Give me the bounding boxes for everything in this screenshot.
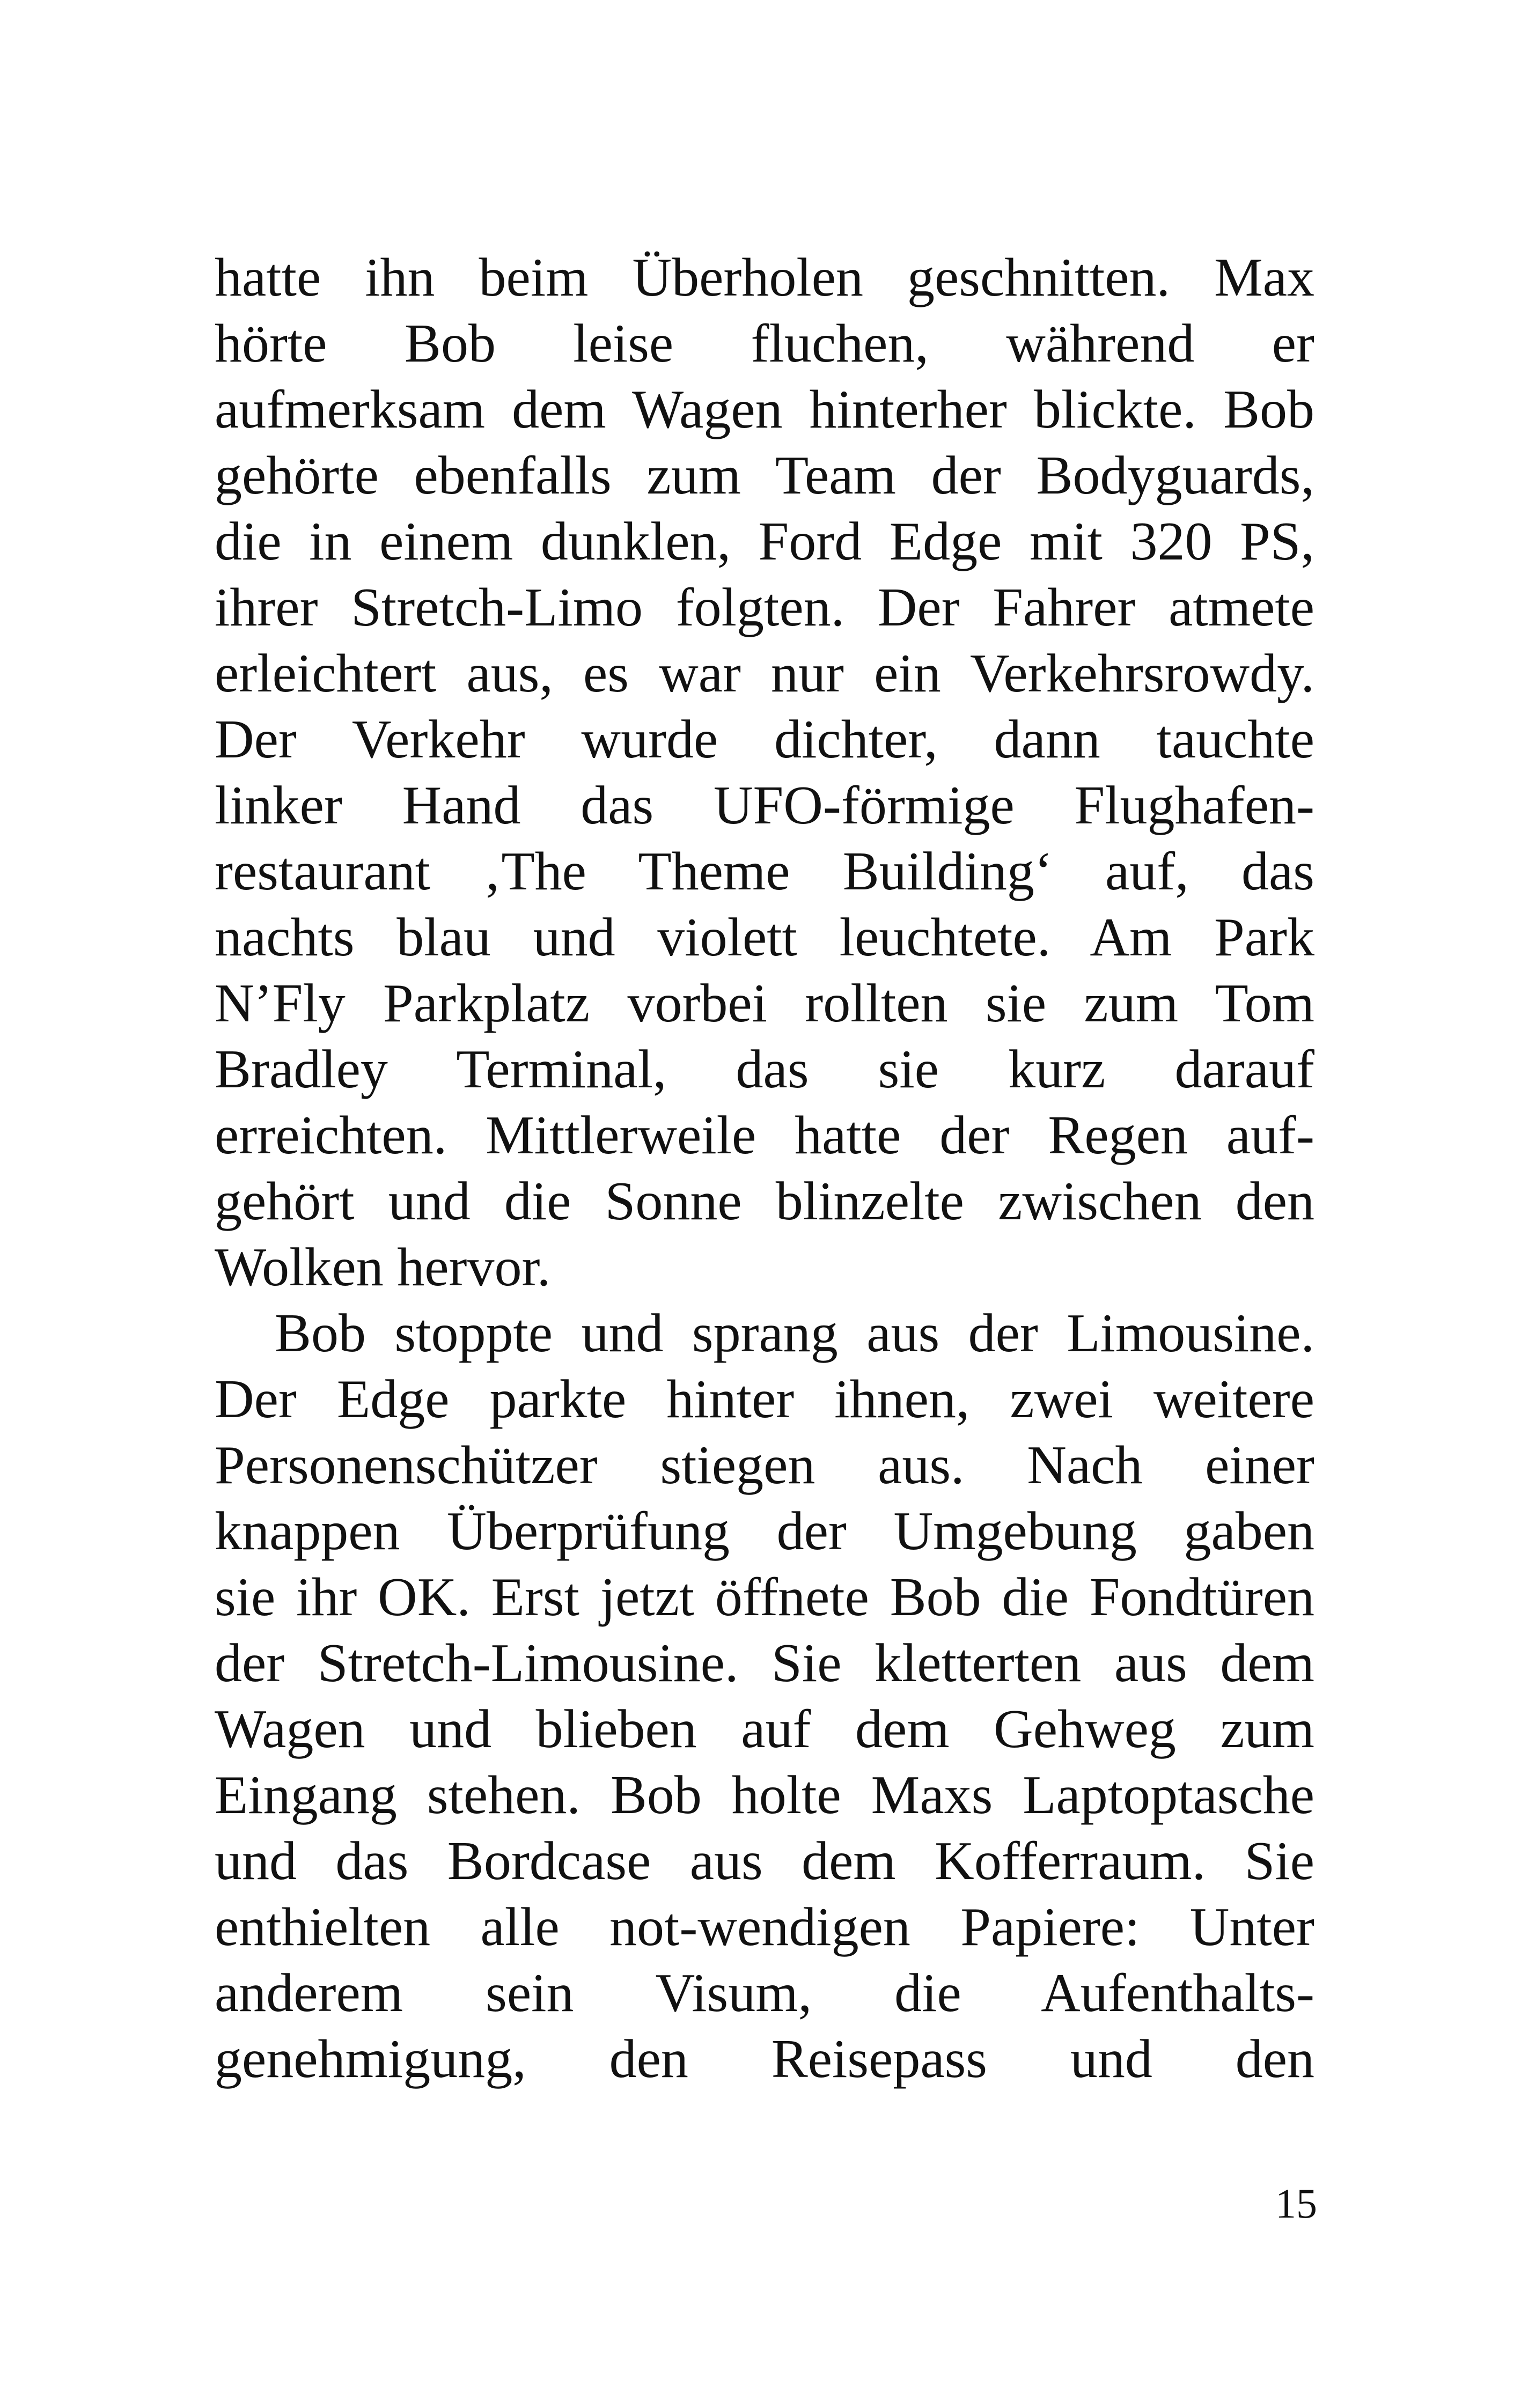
text-line: Der Verkehr wurde dichter, dann tauchte — [215, 709, 1314, 770]
paragraph-1 — [215, 245, 1314, 1300]
text-line: Der Edge parkte hinter ihnen, zwei weitere — [215, 1369, 1314, 1430]
text-line: erreichten. Mittlerweile hatte der Regen auf- — [215, 1105, 1314, 1166]
text-line: N’Fly Parkplatz vorbei rollten sie zum Tom — [215, 973, 1314, 1034]
text-line: Eingang stehen. Bob holte Maxs Laptoptasche — [215, 1765, 1314, 1825]
text-line: und das Bordcase aus dem Kofferraum. Sie — [215, 1831, 1314, 1891]
text-line: anderem sein Visum, die Aufenthalts- — [215, 1963, 1314, 2023]
text-line: linker Hand das UFO-förmige Flughafen- — [215, 775, 1314, 836]
text-line: sie ihr OK. Erst jetzt öffnete Bob die Fondtüren — [215, 1567, 1314, 1628]
text-line: Wolken hervor. — [215, 1237, 551, 1298]
text-line: Bob stoppte und sprang aus der Limousine. — [275, 1303, 1314, 1364]
text-line: restaurant ‚The Theme Building‘ auf, das — [215, 841, 1314, 902]
text-line: Personenschützer stiegen aus. Nach einer — [215, 1435, 1314, 1496]
text-line: ihrer Stretch-Limo folgten. Der Fahrer atmete — [215, 577, 1314, 638]
text-line: aufmerksam dem Wagen hinterher blickte. Bob — [215, 379, 1314, 440]
text-line: die in einem dunklen, Ford Edge mit 320 PS, — [215, 511, 1314, 572]
text-line: der Stretch-Limousine. Sie kletterten aus dem — [215, 1633, 1314, 1693]
text-line: enthielten alle not-wendigen Papiere: Unter — [215, 1897, 1314, 1957]
text-line: knappen Überprüfung der Umgebung gaben — [215, 1501, 1314, 1562]
paragraph-2 — [215, 1300, 1314, 2092]
text-line: gehörte ebenfalls zum Team der Bodyguards, — [215, 445, 1314, 506]
text-line: nachts blau und violett leuchtete. Am Park — [215, 907, 1314, 968]
page-number: 15 — [1275, 2180, 1317, 2227]
body-text — [215, 245, 1314, 2092]
text-line: hörte Bob leise fluchen, während er — [215, 313, 1314, 374]
text-line: gehört und die Sonne blinzelte zwischen den — [215, 1171, 1314, 1232]
text-line: genehmigung, den Reisepass und den — [215, 2029, 1314, 2089]
text-line: Wagen und blieben auf dem Gehweg zum — [215, 1699, 1314, 1759]
text-line: Bradley Terminal, das sie kurz darauf — [215, 1039, 1314, 1100]
text-line: erleichtert aus, es war nur ein Verkehrsrowdy. — [215, 643, 1314, 704]
text-line: hatte ihn beim Überholen geschnitten. Max — [215, 247, 1314, 308]
